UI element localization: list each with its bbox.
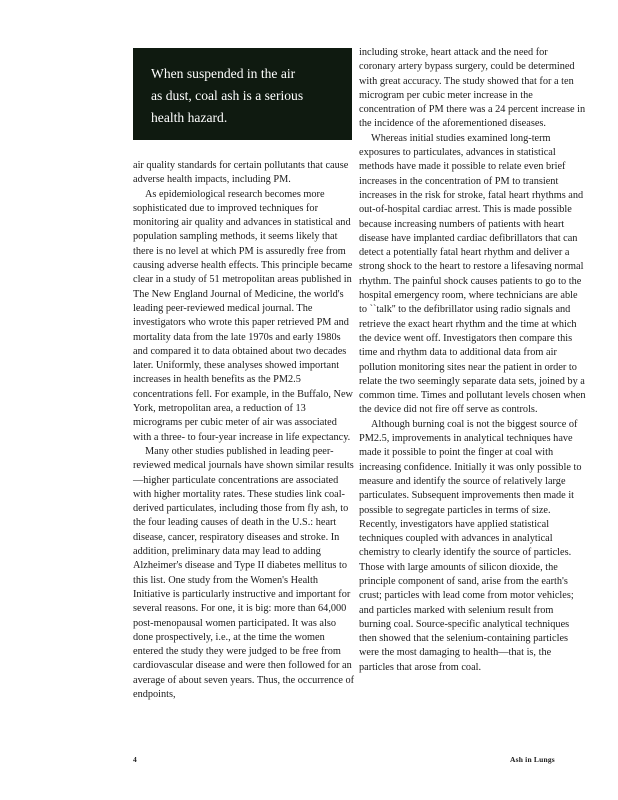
paragraph: Although burning coal is not the biggest source of PM2.5, improvements in analytical techniques have made it possible to point the finger at coal with increasing confidence. Initially it was only possible to measure and identify the source of relatively large particulates. Subsequent improvements then made it possible to segregate particles in terms of size. Recently, investigators have applied statistical techniques coupled with advances in analytical chemistry to clearly identify the source of particles. Those with large amounts of silicon dioxide, the principle component of sand, arise from the earth's crust; particles with lead come from motor vehicles; and particles marked with selenium result from burning coal. Source-specific analytical techniques then showed that the selenium-containing particles were the most damaging to health—that is, the particles that arose from coal. bbox=[359, 418, 582, 673]
paragraph: As epidemiological research becomes more sophisticated due to improved techniques for monitoring air quality and advances in statistical and population sampling methods, it seems likely that there is no level at which PM is assuredly free from causing adverse health effects. This principle became clear in a study of 51 metropolitan areas published in The New England Journal of Medicine, the world's leading peer-reviewed medical journal. The investigators who wrote this paper retrieved PM and mortality data from the late 1970s and early 1980s and compared it to data obtained about two decades later. Uniformly, these analyses showed important increases in health benefits as the PM2.5 concentrations fell. For example, in the Buffalo, New York, metropolitan area, a reduction of 13 micrograms per cubic meter of air was associated with a three- to four-year increase in life expectancy. bbox=[133, 188, 353, 443]
paragraph: including stroke, heart attack and the need for coronary artery bypass surgery, could be determined with great accuracy. The study showed that for a ten microgram per cubic meter increase in the concentration of PM there was a 24 percent increase in the incidence of the aforementioned diseases. bbox=[359, 47, 586, 130]
paragraph: Whereas initial studies examined long-term exposures to particulates, advances in statistical methods have made it possible to relate even brief increases in the concentration of PM to transient increases in the risk for stroke, fatal heart rhythms and out-of-hospital cardiac arrest. This is made possible because increasing numbers of patients with heart disease have implanted cardiac defibrillators that can detect a potentially fatal heart rhythm and deliver a strong shock to the heart to restore a lifesaving normal rhythm. The painful shock causes patients to go to the hospital emergency room, where technicians are able to ``talk'' to the defibrillator using radio signals and retrieve the exact heart rhythm and the time at which the device went off. Investigators then compare this time and rhythm data to additional data from air pollution monitoring sites near the patient in order to relate the two seemingly separate data sets, joined by a common time. Times and pollutant levels chosen when the device did not fire off serve as controls. bbox=[359, 132, 586, 416]
paragraph: Many other studies published in leading peer-reviewed medical journals have shown similar results—higher particulate concentrations are associated with higher mortality rates. These studies link coal-derived particulates, including those from fly ash, to the four leading causes of death in the U.S.: heart disease, cancer, respiratory diseases and stroke. In addition, preliminary data may lead to adding Alzheimer's disease and Type II diabetes mellitus to this list. One study from the Women's Health Initiative is particularly instructive and important for several reasons. For one, it is big: more than 64,000 post-menopausal women participated. It was also done prospectively, i.e., at the time the women entered the study they were judged to be free from cardiovascular disease and were then followed for an average of about seven years. Thus, the occurrence of endpoints, bbox=[133, 445, 355, 700]
paragraph: air quality standards for certain pollutants that cause adverse health impacts, including PM. bbox=[133, 160, 349, 186]
pull-quote bbox=[133, 48, 352, 140]
left-column bbox=[133, 159, 355, 702]
pull-quote-line: When suspended in the air bbox=[151, 66, 296, 81]
page-number: 4 bbox=[133, 755, 137, 764]
pull-quote-line: health hazard. bbox=[151, 110, 228, 125]
running-head: Ash in Lungs bbox=[510, 755, 555, 764]
pull-quote-line: as dust, coal ash is a serious bbox=[151, 88, 304, 103]
right-column bbox=[359, 46, 586, 675]
